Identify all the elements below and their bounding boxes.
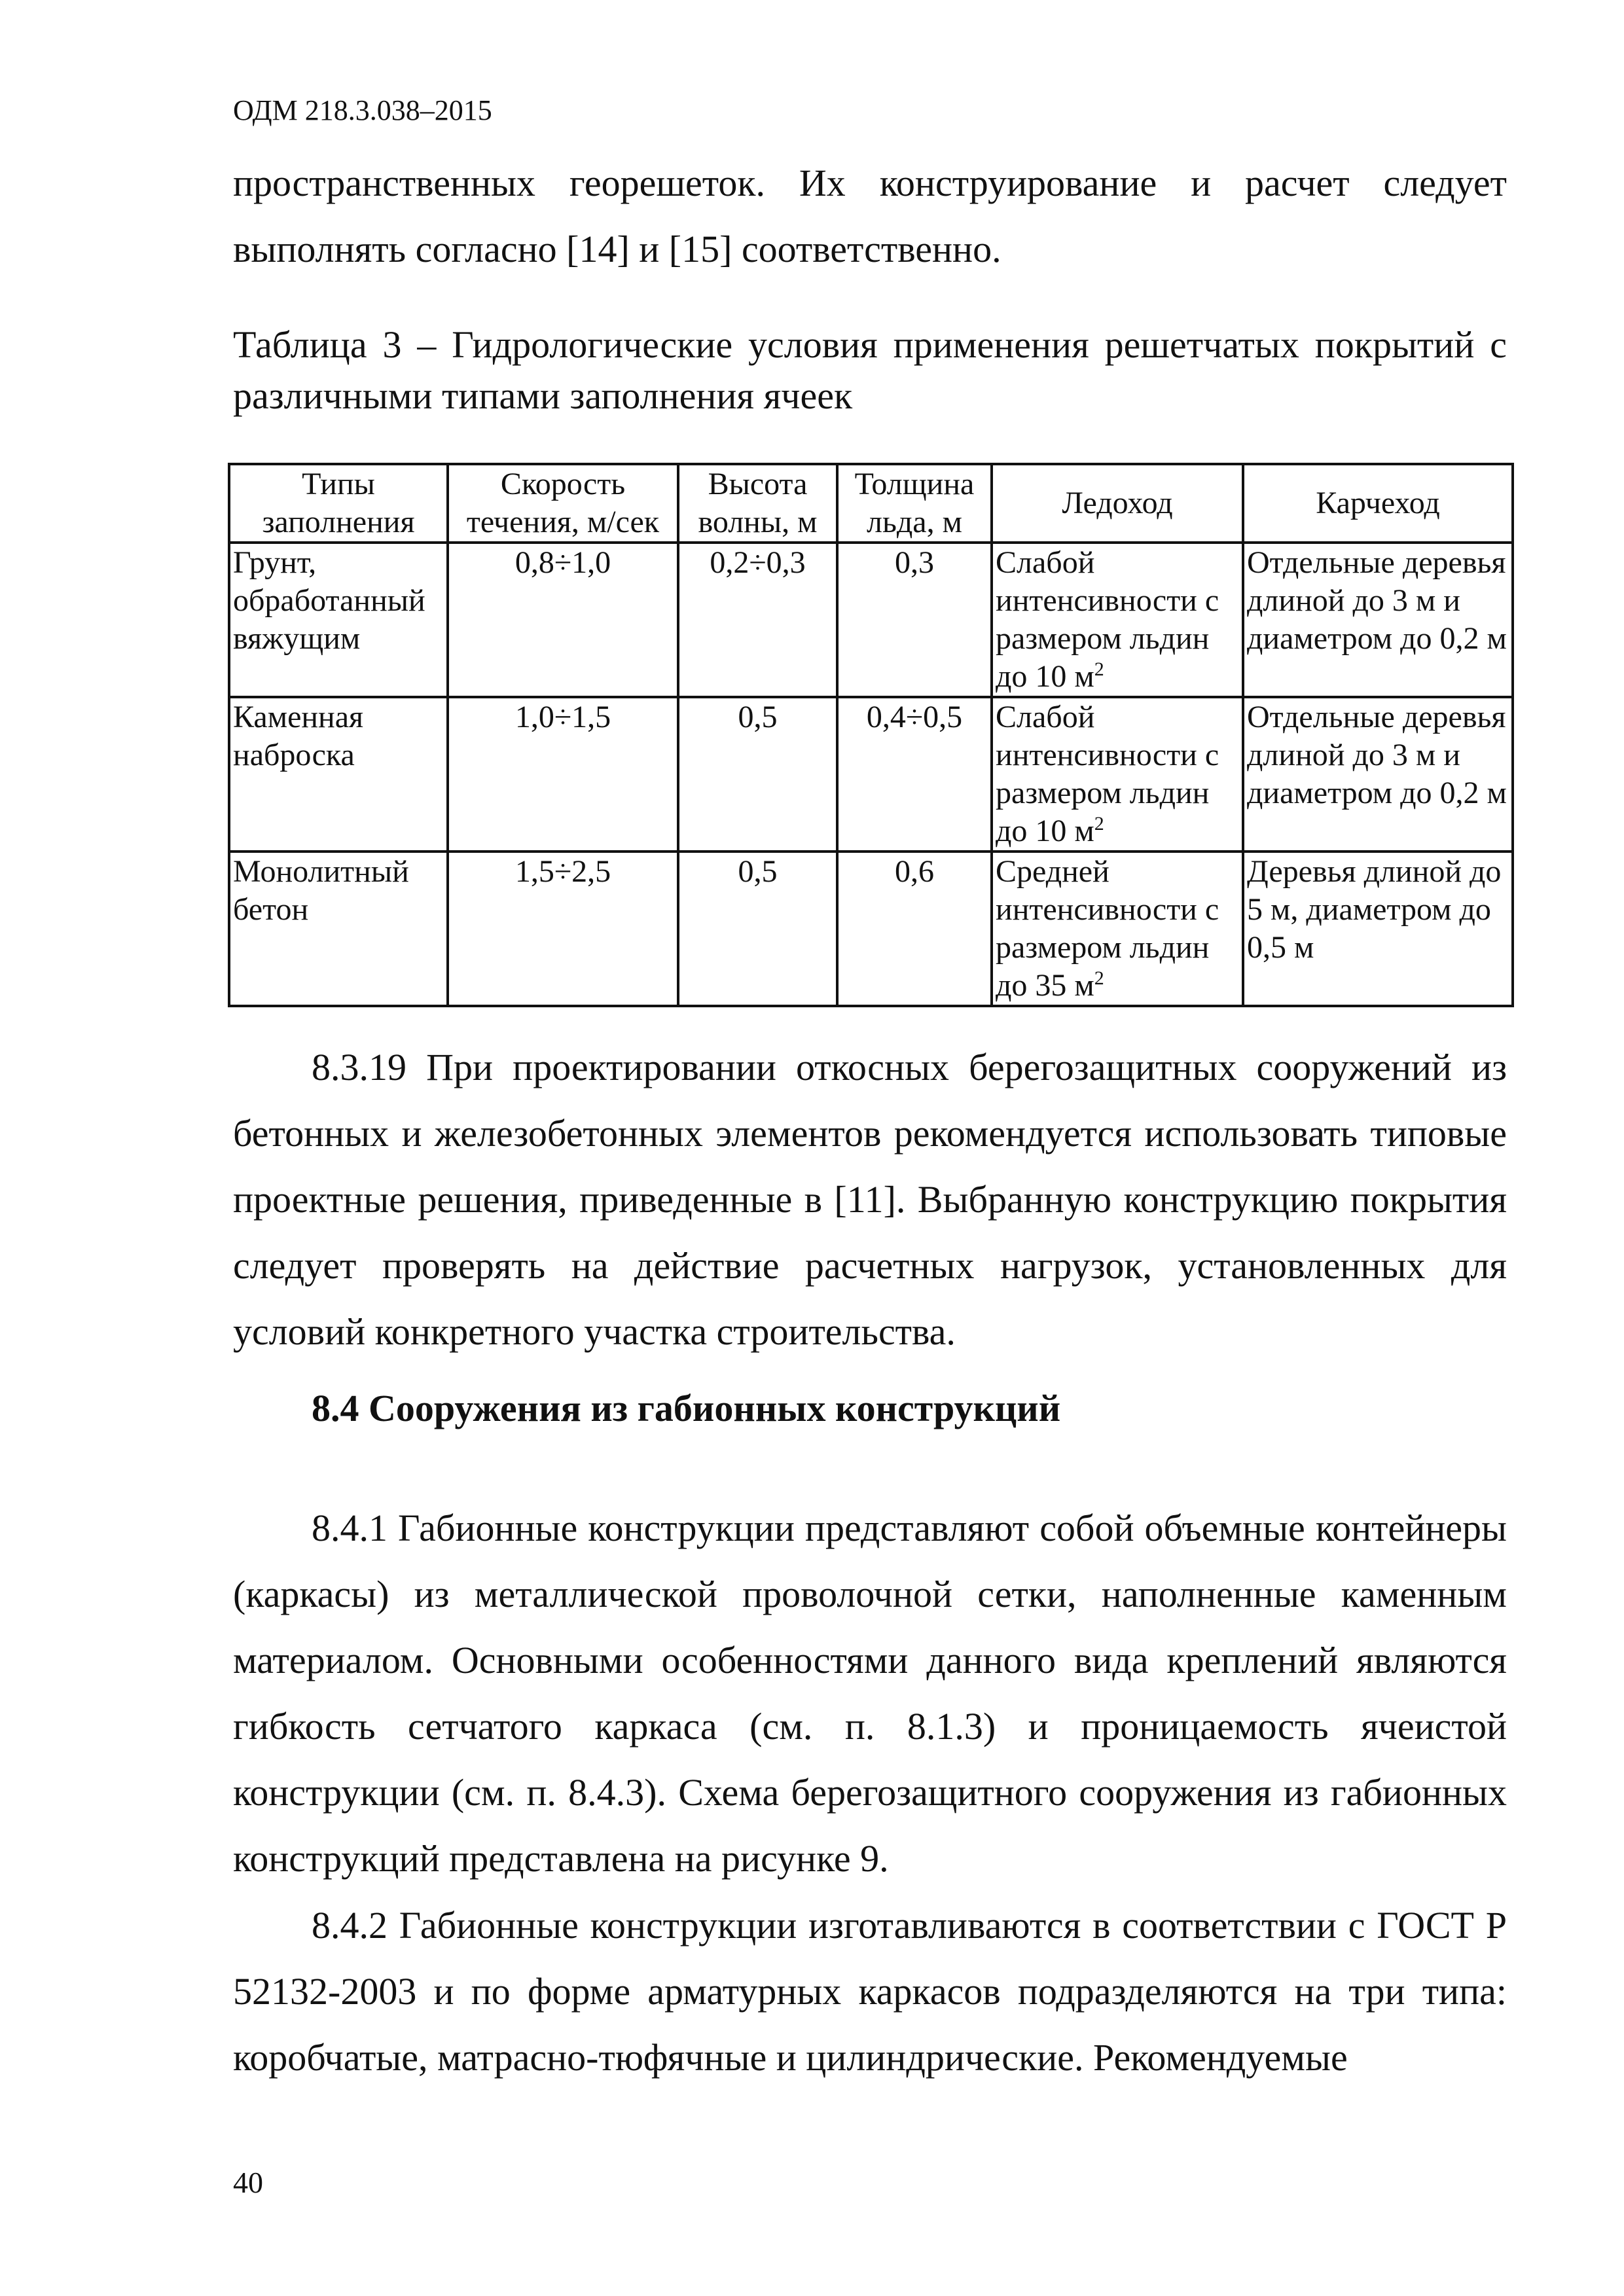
- cell-fill-type: Грунт, обработанный вяжущим: [229, 543, 448, 697]
- header-fill-type: Типы заполнения: [229, 464, 448, 543]
- superscript: 2: [1094, 813, 1104, 834]
- header-debris-drift: Карчеход: [1243, 464, 1513, 543]
- table-row: [229, 543, 1513, 697]
- header-ice-drift: Ледоход: [992, 464, 1243, 543]
- section-heading: 8.4 Сооружения из габионных конструкций: [312, 1387, 1061, 1429]
- cell-debris-drift: Отдельные деревья длиной до 3 м и диаметром до 0,2 м: [1243, 697, 1513, 852]
- header-ice-thickness: Толщина льда, м: [837, 464, 992, 543]
- header-wave-height: Высота волны, м: [678, 464, 837, 543]
- cell-flow-speed: 1,0÷1,5: [448, 697, 678, 852]
- cell-fill-type: Монолитный бетон: [229, 852, 448, 1006]
- cell-fill-type: Каменная наброска: [229, 697, 448, 852]
- ice-drift-text: Слабой интенсивности с размером льдин до 10 м: [996, 545, 1219, 694]
- table-header-row: [229, 464, 1513, 543]
- cell-ice-thickness: 0,4÷0,5: [837, 697, 992, 852]
- cell-ice-drift: [992, 852, 1243, 1006]
- document-code-header: ОДМ 218.3.038–2015: [233, 94, 492, 126]
- superscript: 2: [1094, 658, 1104, 680]
- cell-debris-drift: Отдельные деревья длиной до 3 м и диаметром до 0,2 м: [1243, 543, 1513, 697]
- hydrology-table: [228, 463, 1514, 1007]
- paragraph-8-4-1: 8.4.1 Габионные конструкции представляют собой объемные контейнеры (каркасы) из металлической проволочной сетки, наполненные каменным материалом. Основными особенностями данного вида креплений являются гибкость сетчатого каркаса (см. п. 8.1.3) и проницаемость ячеистой конструкции (см. п. 8.4.3). Схема берегозащитного сооружения из габионных конструкций представлена на рисунке 9.: [233, 1507, 1507, 1880]
- paragraph-8-3-19: 8.3.19 При проектировании откосных берегозащитных сооружений из бетонных и железобетонных элементов рекомендуется использовать типовые проектные решения, приведенные в [11]. Выбранную конструкцию покрытия следует проверять на действие расчетных нагрузок, установленных для условий конкретного участка строительства.: [233, 1046, 1507, 1353]
- cell-ice-drift: [992, 543, 1243, 697]
- cell-ice-drift: [992, 697, 1243, 852]
- header-flow-speed: Скорость течения, м/сек: [448, 464, 678, 543]
- table-row: [229, 697, 1513, 852]
- table-caption: Таблица 3 – Гидрологические условия применения решетчатых покрытий с различными типами заполнения ячеек: [233, 323, 1507, 417]
- cell-flow-speed: 0,8÷1,0: [448, 543, 678, 697]
- cell-ice-thickness: 0,3: [837, 543, 992, 697]
- superscript: 2: [1094, 967, 1104, 989]
- intro-paragraph: пространственных георешеток. Их конструирование и расчет следует выполнять согласно [14] и [15] соответственно.: [233, 162, 1507, 270]
- ice-drift-text: Средней интенсивности с размером льдин до 35 м: [996, 854, 1219, 1003]
- cell-ice-thickness: 0,6: [837, 852, 992, 1006]
- ice-drift-text: Слабой интенсивности с размером льдин до 10 м: [996, 700, 1219, 848]
- page-number: 40: [233, 2166, 263, 2199]
- table-row: [229, 852, 1513, 1006]
- cell-wave-height: 0,2÷0,3: [678, 543, 837, 697]
- cell-debris-drift: Деревья длиной до 5 м, диаметром до 0,5 м: [1243, 852, 1513, 1006]
- paragraph-8-4-2: 8.4.2 Габионные конструкции изготавливаются в соответствии с ГОСТ Р 52132-2003 и по форме арматурных каркасов подразделяются на три типа: коробчатые, матрасно-тюфячные и цилиндрические. Рекомендуемые: [233, 1904, 1507, 2079]
- cell-wave-height: 0,5: [678, 697, 837, 852]
- cell-flow-speed: 1,5÷2,5: [448, 852, 678, 1006]
- cell-wave-height: 0,5: [678, 852, 837, 1006]
